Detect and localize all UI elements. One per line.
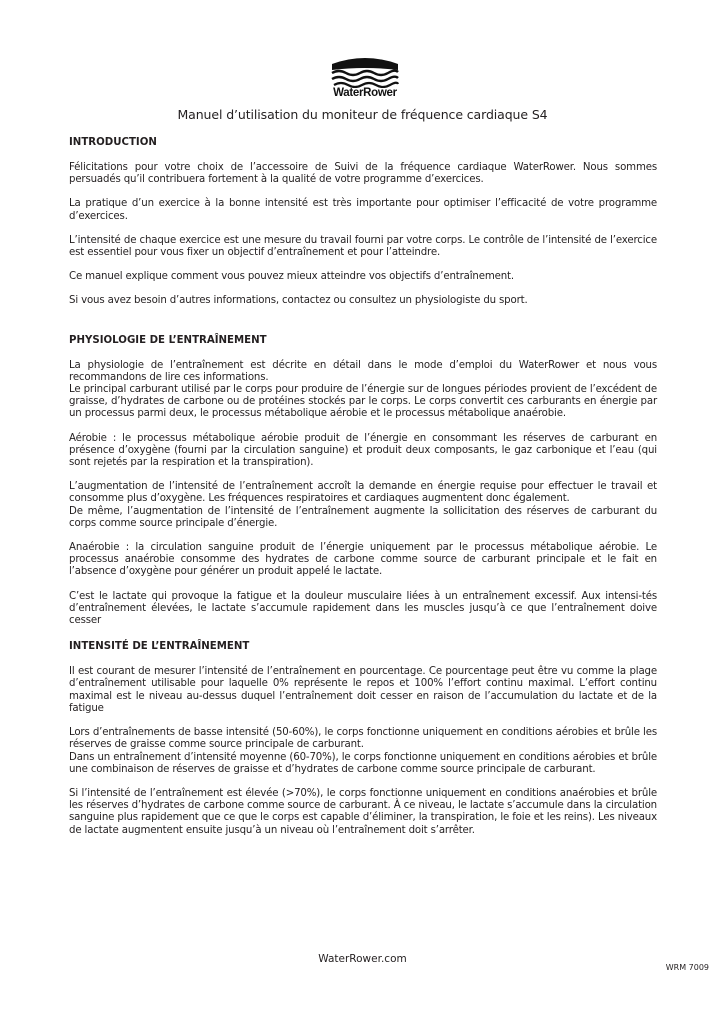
document-body bbox=[69, 137, 657, 837]
footer-website: WaterRower.com bbox=[318, 953, 407, 965]
paragraph: Si l’intensité de l’entraînement est élevée (>70%), le corps fonctionne uniquement en conditions anaérobies et brûle les réserves d’hydrates de carbone comme source de carburant. À ce niveau, le lactate s’accumule dans la circulation sanguine plus rapidement que ce que le corps est capable d’éliminer, la transpiration, le foie et les reins). Les niveaux de lactate augmentent ensuite jusqu’à un niveau où l’entraînement doit s’arrêter. bbox=[69, 787, 657, 836]
paragraph: L’augmentation de l’intensité de l’entraînement accroît la demande en énergie requise pour effectuer le travail et consomme plus d’oxygène. Les fréquences respiratoires et cardiaques augmentent donc également. bbox=[69, 481, 657, 505]
section-heading-physiologie: PHYSIOLOGIE DE L’ENTRAÎNEMENT bbox=[69, 334, 267, 346]
waterrower-logo-icon bbox=[330, 56, 400, 88]
paragraph: Si vous avez besoin d’autres informations, contactez ou consultez un physiologiste du sport. bbox=[69, 295, 528, 307]
waterrower-logo bbox=[330, 56, 400, 100]
section-heading-introduction: INTRODUCTION bbox=[69, 137, 157, 148]
paragraph: De même, l’augmentation de l’intensité de l’entraînement augmente la sollicitation des réserves de carburant du corps comme source principale d’énergie. bbox=[69, 505, 657, 529]
paragraph: Félicitations pour votre choix de l’accessoire de Suivi de la fréquence cardiaque WaterRower. Nous sommes persuadés qu’il contribuera fortement à la qualité de votre programme d’exercices. bbox=[69, 162, 657, 186]
page-title: Manuel d’utilisation du moniteur de fréquence cardiaque S4 bbox=[177, 107, 548, 122]
section-heading-intensite: INTENSITÉ DE L’ENTRAÎNEMENT bbox=[69, 641, 250, 653]
paragraph: Aérobie : le processus métabolique aérobie produit de l’énergie en consommant les réserves de carburant en présence d’oxygène (fourni par la circulation sanguine) et produit deux composants, le gaz carbonique et l’eau (qui sont rejetés par la respiration et la transpiration). bbox=[69, 432, 657, 469]
footer-document-code: WRM 7009 bbox=[665, 963, 709, 972]
paragraph: La physiologie de l’entraînement est décrite en détail dans le mode d’emploi du WaterRower et nous vous recommandons de lire ces informations. bbox=[69, 359, 657, 383]
paragraph: Le principal carburant utilisé par le corps pour produire de l’énergie sur de longues périodes provient de l’excédent de graisse, d’hydrates de carbone ou de protéines stockés par le corps. Le corps convertit ces carburants en énergie par un processus parmi deux, le processus métabolique aérobie et le processus métabolique anaérobie. bbox=[69, 384, 657, 420]
logo-wordmark: WaterRower bbox=[333, 87, 397, 99]
paragraph: L’intensité de chaque exercice est une mesure du travail fourni par votre corps. Le contrôle de l’intensité de l’exercice est essentiel pour vous fixer un objectif d’entraînement et pour l’atteindre. bbox=[69, 234, 657, 259]
paragraph: Dans un entraînement d’intensité moyenne (60-70%), le corps fonctionne uniquement en conditions aérobies et brûle une combinaison de réserves de graisse et d’hydrates de carbone comme source principale de carburant. bbox=[69, 751, 657, 775]
paragraph: Lors d’entraînements de basse intensité (50-60%), le corps fonctionne uniquement en conditions aérobies et brûle les réserves de graisse comme source principale de carburant. bbox=[69, 727, 657, 751]
paragraph: C’est le lactate qui provoque la fatigue et la douleur musculaire liées à un entraînement excessif. Aux intensi-tés d’entraînement élevées, le lactate s’accumule rapidement dans les muscles jusqu’à ce que l’entraînement doive cesser bbox=[69, 590, 657, 627]
paragraph: Anaérobie : la circulation sanguine produit de l’énergie uniquement par le processus métabolique aérobie. Le processus anaérobie consomme des hydrates de carbone comme source de carburant principale et le fait en l’absence d’oxygène pour générer un produit appelé le lactate. bbox=[69, 542, 657, 578]
paragraph: La pratique d’un exercice à la bonne intensité est très importante pour optimiser l’efficacité de votre programme d’exercices. bbox=[69, 198, 657, 222]
paragraph: Il est courant de mesurer l’intensité de l’entraînement en pourcentage. Ce pourcentage peut être vu comme la plage d’entraînement utilisable pour laquelle 0% représente le repos et 100% l’effort continu maximal. L’effort continu maximal est le niveau au-dessus duquel l’entraînement doit cesser en raison de l’accumulation du lactate et de la fatigue bbox=[69, 666, 657, 714]
paragraph: Ce manuel explique comment vous pouvez mieux atteindre vos objectifs d’entraînement. bbox=[69, 271, 514, 283]
